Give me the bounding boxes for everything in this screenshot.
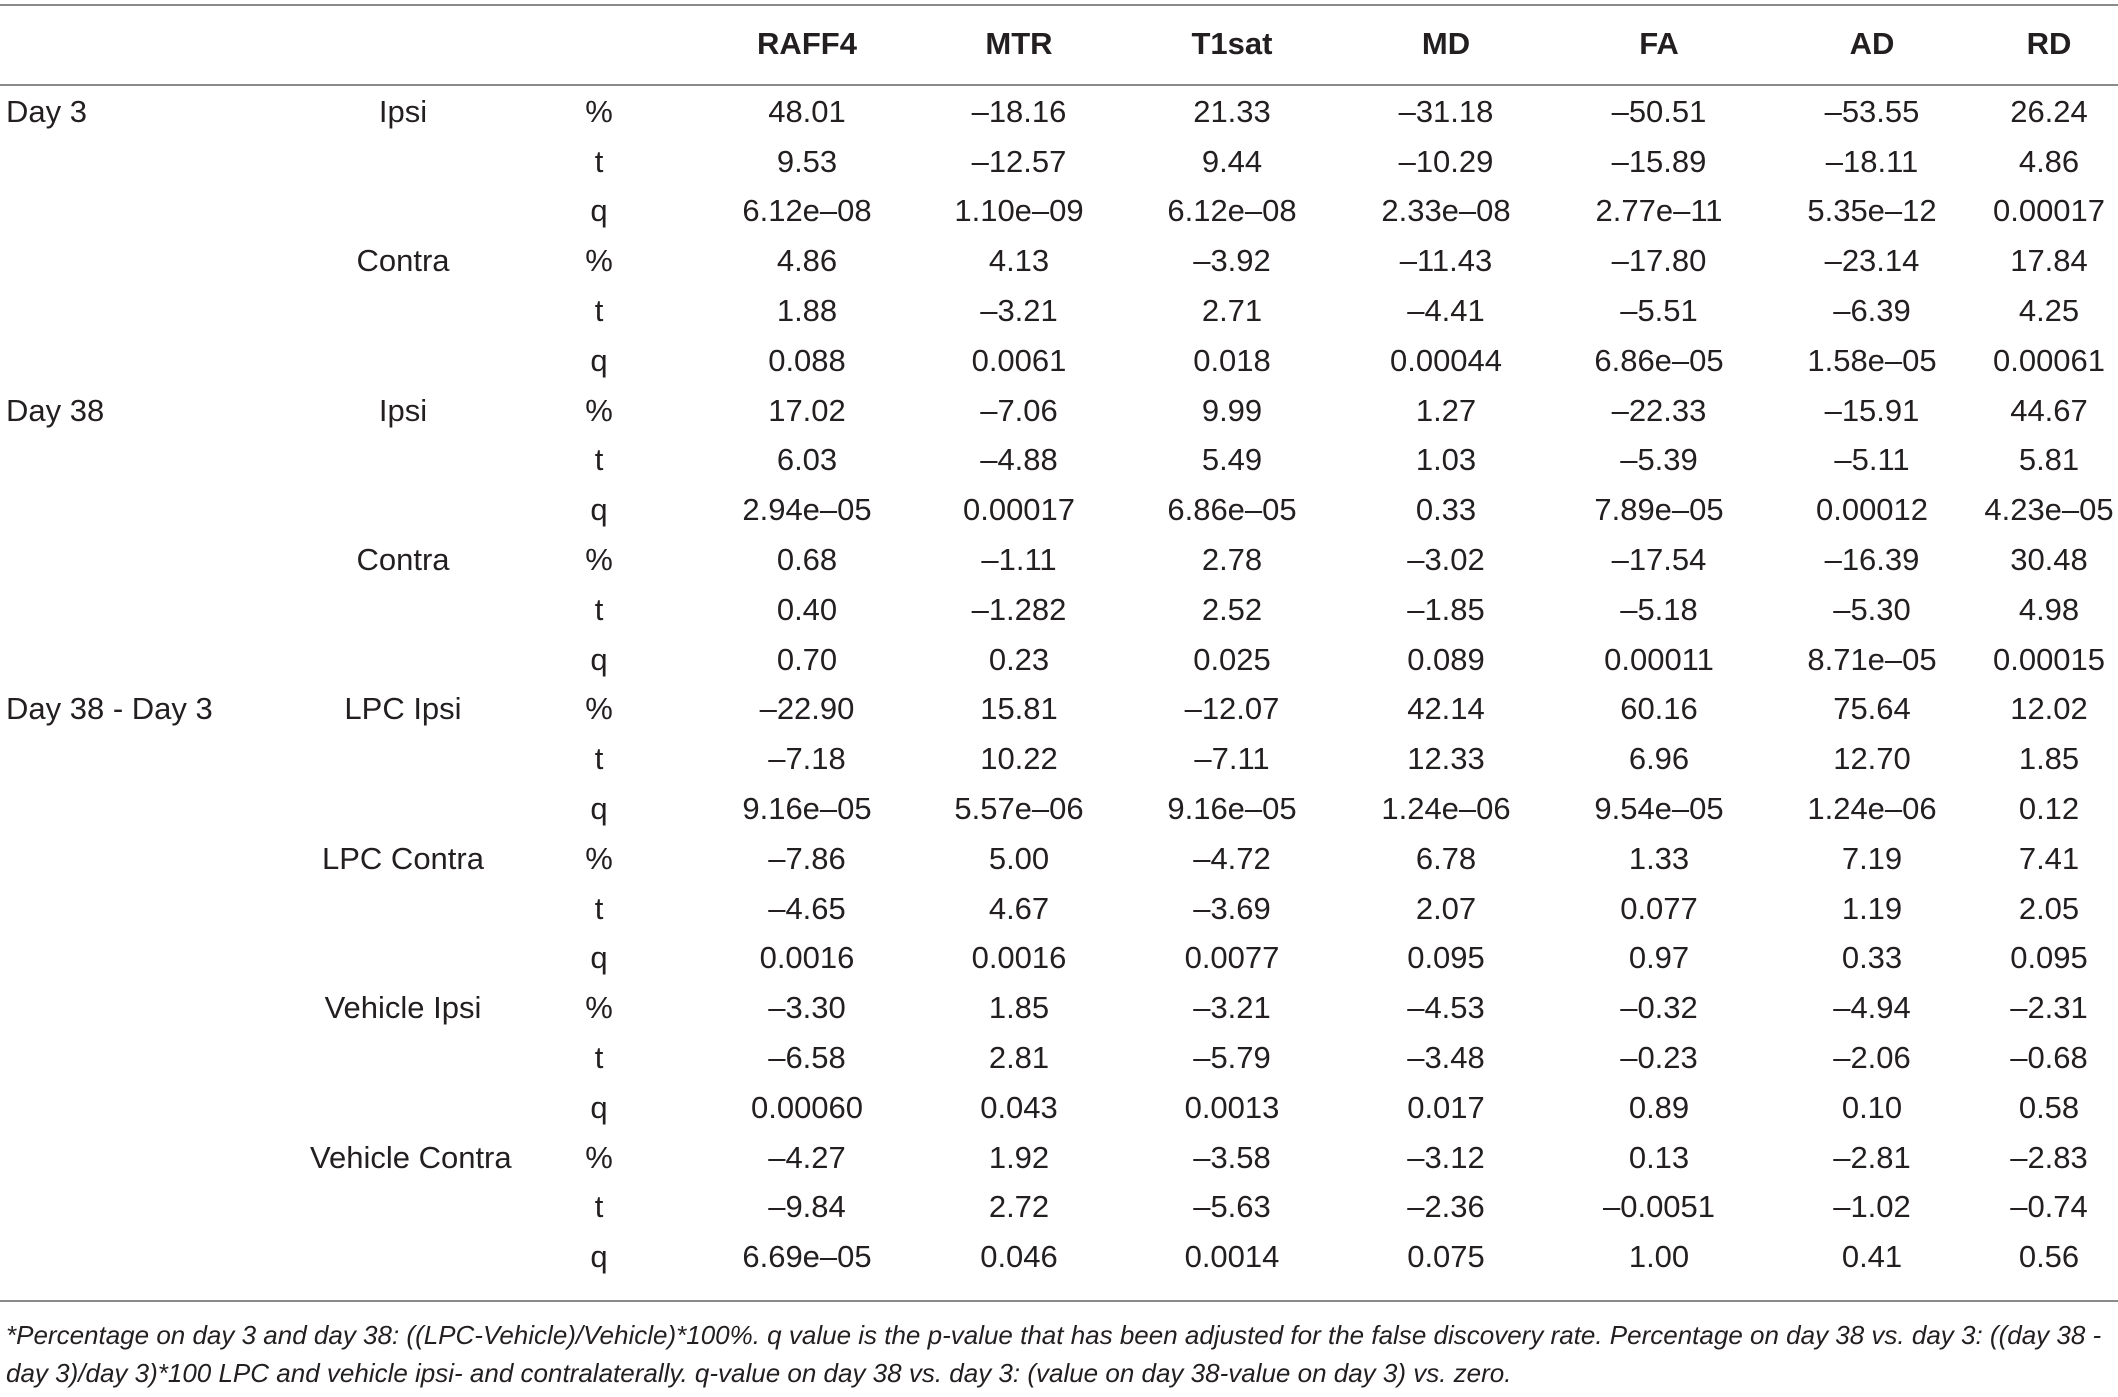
table-cell: 12.02	[2010, 691, 2088, 727]
row-group-label	[0, 983, 310, 1033]
table-cell: 6.69e–05	[742, 1239, 872, 1275]
table-cell: –3.12	[1407, 1139, 1485, 1175]
row-stat-label: q	[590, 492, 608, 528]
table-cell: 12.70	[1833, 741, 1911, 777]
table-cell: 2.05	[2018, 890, 2080, 926]
table-cell: –2.36	[1407, 1189, 1485, 1225]
table-cell: 26.24	[2010, 93, 2088, 129]
table-cell: 0.10	[1841, 1089, 1903, 1125]
row-stat-label: t	[594, 1189, 604, 1225]
row-stat-label: %	[585, 990, 613, 1026]
table-cell: –31.18	[1398, 93, 1494, 129]
table-cell: 9.53	[776, 143, 838, 179]
table-cell: 75.64	[1833, 691, 1911, 727]
table-cell: 0.00015	[1992, 641, 2106, 677]
table-row	[0, 1183, 2118, 1233]
table-cell: 0.077	[1620, 890, 1698, 926]
table-cell: 0.095	[2010, 940, 2088, 976]
table-cell: 2.78	[1201, 542, 1263, 578]
table-cell: 4.86	[2018, 143, 2080, 179]
row-stat-label: %	[585, 243, 613, 279]
table-cell: 5.81	[2018, 442, 2080, 478]
table-cell: 1.00	[1628, 1239, 1690, 1275]
table-cell: 17.02	[768, 392, 846, 428]
table-cell: –0.68	[2010, 1040, 2088, 1076]
table-cell: –4.27	[768, 1139, 846, 1175]
col-header-mtr: MTR	[985, 26, 1053, 61]
table-cell: 2.07	[1415, 890, 1477, 926]
table-cell: 0.41	[1841, 1239, 1903, 1275]
table-cell: –5.63	[1193, 1189, 1271, 1225]
row-group-label	[0, 535, 310, 585]
table-cell: 12.33	[1407, 741, 1485, 777]
table-cell: –2.83	[2010, 1139, 2088, 1175]
row-group-label	[0, 1183, 310, 1233]
table-cell: 0.075	[1407, 1239, 1485, 1275]
table-cell: 2.94e–05	[742, 492, 872, 528]
table-row	[0, 934, 2118, 984]
table-cell: –7.18	[768, 741, 846, 777]
row-stat-label: t	[594, 890, 604, 926]
table-cell: –53.55	[1824, 93, 1920, 129]
row-group-label	[0, 187, 310, 237]
table-cell: –3.30	[768, 990, 846, 1026]
col-header	[310, 20, 496, 68]
table-cell: 0.0061	[971, 342, 1067, 378]
table-cell: 4.86	[776, 243, 838, 279]
table-cell: 0.13	[1628, 1139, 1690, 1175]
row-stat-label: t	[594, 293, 604, 329]
table-cell: 1.33	[1628, 840, 1690, 876]
table-cell: 42.14	[1407, 691, 1485, 727]
table-cell: 4.13	[988, 243, 1050, 279]
table-cell: 2.33e–08	[1381, 193, 1511, 229]
table-row	[0, 884, 2118, 934]
row-stat-label: t	[594, 1040, 604, 1076]
col-header	[496, 20, 702, 68]
table-cell: 5.35e–12	[1807, 193, 1937, 229]
table-cell: –11.43	[1399, 243, 1493, 279]
col-header-ad: AD	[1849, 26, 1895, 61]
col-header-md: MD	[1421, 26, 1471, 61]
table-row	[0, 187, 2118, 237]
table-cell: 6.03	[776, 442, 838, 478]
table-row	[0, 535, 2118, 585]
row-subgroup-label	[310, 485, 496, 535]
table-cell: 1.58e–05	[1807, 342, 1937, 378]
row-group-label	[0, 336, 310, 386]
table-cell: –4.94	[1833, 990, 1911, 1026]
table-cell: –3.48	[1407, 1040, 1485, 1076]
table-cell: 0.33	[1415, 492, 1477, 528]
table-cell: –9.84	[768, 1189, 846, 1225]
table-cell: 0.0016	[759, 940, 855, 976]
table-row	[0, 983, 2118, 1033]
table-cell: –4.41	[1407, 293, 1485, 329]
table-cell: 1.10e–09	[954, 193, 1084, 229]
table-cell: 2.72	[988, 1189, 1050, 1225]
data-table	[0, 20, 2118, 1282]
table-cell: 9.16e–05	[742, 791, 872, 827]
row-group-label	[0, 286, 310, 336]
table-row	[0, 336, 2118, 386]
row-stat-label: q	[590, 791, 608, 827]
table-cell: 0.0077	[1184, 940, 1280, 976]
row-stat-label: t	[594, 442, 604, 478]
table-cell: –3.02	[1407, 542, 1485, 578]
table-cell: 9.44	[1201, 143, 1263, 179]
row-group-label	[0, 784, 310, 834]
row-subgroup-label	[310, 934, 496, 984]
table-cell: 0.70	[776, 641, 838, 677]
table-cell: 0.56	[2018, 1239, 2080, 1275]
row-group-label	[0, 436, 310, 486]
table-cell: –1.282	[971, 591, 1067, 627]
table-cell: –6.58	[768, 1040, 846, 1076]
table-cell: 0.0016	[971, 940, 1067, 976]
table-cell: –3.69	[1193, 890, 1271, 926]
row-subgroup-label	[310, 1232, 496, 1282]
col-header	[0, 20, 310, 68]
table-cell: –23.14	[1824, 243, 1920, 279]
table-cell: 21.33	[1193, 93, 1271, 129]
row-subgroup-label	[310, 286, 496, 336]
table-cell: 2.52	[1201, 591, 1263, 627]
bottom-rule	[0, 1300, 2118, 1302]
table-cell: 6.86e–05	[1594, 342, 1724, 378]
row-stat-label: t	[594, 143, 604, 179]
table-cell: –4.65	[768, 890, 846, 926]
row-stat-label: q	[590, 1089, 608, 1125]
table-cell: 0.00061	[1992, 342, 2106, 378]
row-subgroup-label	[310, 884, 496, 934]
table-row	[0, 386, 2118, 436]
table-cell: –16.39	[1824, 542, 1920, 578]
table-row	[0, 1232, 2118, 1282]
top-rule	[0, 4, 2118, 6]
table-cell: 7.41	[2018, 840, 2080, 876]
row-stat-label: t	[594, 741, 604, 777]
table-cell: –7.11	[1194, 741, 1270, 777]
table-cell: 0.0014	[1184, 1239, 1280, 1275]
header-spacer	[0, 68, 2118, 87]
table-cell: –5.30	[1833, 591, 1911, 627]
row-group-label: Day 3	[6, 93, 87, 129]
table-cell: –5.39	[1620, 442, 1698, 478]
row-stat-label: %	[585, 542, 613, 578]
row-group-label	[0, 485, 310, 535]
table-cell: –17.80	[1611, 243, 1707, 279]
table-cell: –5.18	[1620, 591, 1698, 627]
table-cell: 7.19	[1841, 840, 1903, 876]
row-subgroup-label	[310, 336, 496, 386]
table-cell: 4.23e–05	[1984, 492, 2114, 528]
table-row	[0, 1033, 2118, 1083]
table-cell: 2.77e–11	[1595, 193, 1723, 229]
table-cell: –17.54	[1611, 542, 1707, 578]
table-cell: 0.00044	[1389, 342, 1503, 378]
row-stat-label: %	[585, 1139, 613, 1175]
table-cell: –10.29	[1398, 143, 1494, 179]
table-cell: 7.89e–05	[1594, 492, 1724, 528]
table-footnote: *Percentage on day 3 and day 38: ((LPC-Vehicle)/Vehicle)*100%. q value is the p-value that has been adjusted for the false discovery rate. Percentage on day 38 vs. day 3: ((day 38 - day 3)/day 3)*100 LPC and vehicle ipsi- and contralaterally. q-value on day 38 vs. day 3: (value on day 38-value on day 3) vs. zero.	[6, 1320, 2102, 1388]
table-cell: –2.31	[2010, 990, 2088, 1026]
table-cell: 0.088	[768, 342, 846, 378]
row-subgroup-label	[310, 585, 496, 635]
row-subgroup-label	[310, 137, 496, 187]
table-cell: 9.16e–05	[1167, 791, 1297, 827]
table-cell: 6.12e–08	[1167, 193, 1297, 229]
table-cell: 0.017	[1407, 1089, 1485, 1125]
table-cell: –15.91	[1824, 392, 1920, 428]
table-body	[0, 87, 2118, 1282]
table-row	[0, 236, 2118, 286]
table-cell: 0.0013	[1184, 1089, 1280, 1125]
table-row	[0, 635, 2118, 685]
table-row	[0, 1083, 2118, 1133]
table-cell: 4.25	[2018, 293, 2080, 329]
row-stat-label: q	[590, 1239, 608, 1275]
row-group-label	[0, 137, 310, 187]
table-cell: –5.51	[1620, 293, 1698, 329]
table-cell: 44.67	[2010, 392, 2088, 428]
row-subgroup-label	[310, 784, 496, 834]
table-cell: 1.19	[1841, 890, 1903, 926]
table-cell: 1.27	[1415, 392, 1477, 428]
table-cell: 0.12	[2018, 791, 2080, 827]
table-cell: 0.089	[1407, 641, 1485, 677]
table-cell: –6.39	[1833, 293, 1911, 329]
table-cell: 60.16	[1620, 691, 1698, 727]
table-cell: 30.48	[2010, 542, 2088, 578]
table-cell: –0.74	[2010, 1189, 2088, 1225]
table-cell: –4.88	[980, 442, 1058, 478]
table-row	[0, 784, 2118, 834]
table-cell: 1.24e–06	[1381, 791, 1511, 827]
table-cell: –2.06	[1833, 1040, 1911, 1076]
row-stat-label: %	[585, 840, 613, 876]
row-group-label	[0, 884, 310, 934]
table-row	[0, 436, 2118, 486]
table-row	[0, 485, 2118, 535]
col-header-t1sat: T1sat	[1191, 26, 1273, 61]
row-group-label	[0, 236, 310, 286]
table-cell: 9.54e–05	[1594, 791, 1724, 827]
row-subgroup-label	[310, 436, 496, 486]
table-cell: 0.00012	[1815, 492, 1929, 528]
table-cell: 1.85	[2018, 741, 2080, 777]
table-cell: 17.84	[2010, 243, 2088, 279]
row-group-label	[0, 734, 310, 784]
row-subgroup-label: Ipsi	[378, 93, 428, 129]
row-group-label: Day 38 - Day 3	[6, 691, 213, 727]
table-cell: 1.88	[776, 293, 838, 329]
table-cell: –7.86	[768, 840, 846, 876]
table-cell: 0.025	[1193, 641, 1271, 677]
table-row	[0, 286, 2118, 336]
row-group-label	[0, 834, 310, 884]
table-cell: –7.06	[980, 392, 1058, 428]
table-cell: –0.0051	[1602, 1189, 1716, 1225]
row-stat-label: %	[585, 691, 613, 727]
table-row	[0, 87, 2118, 137]
table-cell: 6.12e–08	[742, 193, 872, 229]
row-group-label	[0, 635, 310, 685]
row-subgroup-label: Contra	[356, 243, 450, 279]
table-cell: 0.89	[1628, 1089, 1690, 1125]
table-cell: –50.51	[1611, 93, 1707, 129]
table-cell: 0.043	[980, 1089, 1058, 1125]
table-cell: 0.58	[2018, 1089, 2080, 1125]
table-cell: 10.22	[980, 741, 1058, 777]
table-cell: –3.21	[1193, 990, 1271, 1026]
table-cell: 15.81	[980, 691, 1058, 727]
row-subgroup-label: Contra	[356, 542, 450, 578]
row-subgroup-label	[310, 635, 496, 685]
row-subgroup-label: LPC Contra	[322, 840, 484, 876]
row-subgroup-label	[310, 1183, 496, 1233]
row-group-label	[0, 1033, 310, 1083]
table-row	[0, 685, 2118, 735]
row-subgroup-label: Ipsi	[378, 392, 428, 428]
table-row	[0, 734, 2118, 784]
row-stat-label: %	[585, 93, 613, 129]
table-cell: –12.07	[1184, 691, 1280, 727]
table-row	[0, 1133, 2118, 1183]
table-row	[0, 834, 2118, 884]
row-subgroup-label	[310, 187, 496, 237]
row-group-label	[0, 1232, 310, 1282]
table-cell: 5.00	[988, 840, 1050, 876]
row-subgroup-label	[310, 734, 496, 784]
row-stat-label: q	[590, 342, 608, 378]
row-subgroup-label	[310, 1083, 496, 1133]
row-stat-label: t	[594, 591, 604, 627]
row-subgroup-label: LPC Ipsi	[344, 691, 462, 727]
row-stat-label: q	[590, 193, 608, 229]
table-cell: 4.98	[2018, 591, 2080, 627]
table-cell: –4.53	[1407, 990, 1485, 1026]
col-header-raff4: RAFF4	[757, 26, 857, 61]
table-cell: 0.046	[980, 1239, 1058, 1275]
row-group-label: Day 38	[6, 392, 105, 428]
table-cell: 0.00017	[962, 492, 1076, 528]
table-cell: –3.21	[980, 293, 1058, 329]
table-cell: –1.11	[981, 542, 1057, 578]
table-cell: 1.85	[988, 990, 1050, 1026]
table-cell: 0.68	[776, 542, 838, 578]
row-group-label	[0, 585, 310, 635]
row-stat-label: q	[590, 940, 608, 976]
table-cell: 5.49	[1201, 442, 1263, 478]
table-cell: –12.57	[971, 143, 1067, 179]
table-cell: –15.89	[1611, 143, 1707, 179]
row-group-label	[0, 934, 310, 984]
table-cell: 1.24e–06	[1807, 791, 1937, 827]
table-cell: –5.79	[1193, 1040, 1271, 1076]
table-cell: 5.57e–06	[954, 791, 1084, 827]
table-cell: –1.02	[1833, 1189, 1911, 1225]
row-subgroup-label	[310, 1033, 496, 1083]
table-cell: 2.81	[988, 1040, 1050, 1076]
table-cell: –18.11	[1825, 143, 1919, 179]
header-row	[0, 20, 2118, 68]
table-cell: 0.23	[988, 641, 1050, 677]
table-cell: 9.99	[1201, 392, 1263, 428]
table-cell: –3.58	[1193, 1139, 1271, 1175]
col-header-rd: RD	[2026, 26, 2072, 61]
table-cell: 4.67	[988, 890, 1050, 926]
table-cell: –0.32	[1620, 990, 1698, 1026]
col-header-fa: FA	[1639, 26, 1679, 61]
table-cell: 6.86e–05	[1167, 492, 1297, 528]
table-cell: 0.97	[1628, 940, 1690, 976]
row-stat-label: q	[590, 641, 608, 677]
row-subgroup-label: Vehicle Ipsi	[324, 990, 482, 1026]
table-cell: –5.11	[1834, 442, 1910, 478]
table-cell: 0.00017	[1992, 193, 2106, 229]
table-cell: 0.33	[1841, 940, 1903, 976]
table-cell: –18.16	[971, 93, 1067, 129]
table-cell: 6.78	[1415, 840, 1477, 876]
row-group-label	[0, 1133, 310, 1183]
table-cell: 2.71	[1201, 293, 1263, 329]
table-cell: –0.23	[1620, 1040, 1698, 1076]
table-cell: 6.96	[1628, 741, 1690, 777]
row-subgroup-label: Vehicle Contra	[310, 1139, 512, 1175]
table-cell: 48.01	[768, 93, 846, 129]
table-cell: –3.92	[1193, 243, 1271, 279]
row-stat-label: %	[585, 392, 613, 428]
table-cell: 0.40	[776, 591, 838, 627]
table-cell: 0.018	[1193, 342, 1271, 378]
row-group-label	[0, 1083, 310, 1133]
table-cell: –4.72	[1193, 840, 1271, 876]
table-cell: 1.92	[988, 1139, 1050, 1175]
table-cell: 0.00011	[1604, 641, 1714, 677]
table-cell: –1.85	[1407, 591, 1485, 627]
table-cell: –2.81	[1833, 1139, 1911, 1175]
table-row	[0, 585, 2118, 635]
table-cell: –22.90	[759, 691, 855, 727]
table-cell: 0.00060	[750, 1089, 864, 1125]
table-row	[0, 137, 2118, 187]
table-cell: 1.03	[1415, 442, 1477, 478]
table-cell: 8.71e–05	[1807, 641, 1937, 677]
table-cell: –22.33	[1611, 392, 1707, 428]
table-cell: 0.095	[1407, 940, 1485, 976]
